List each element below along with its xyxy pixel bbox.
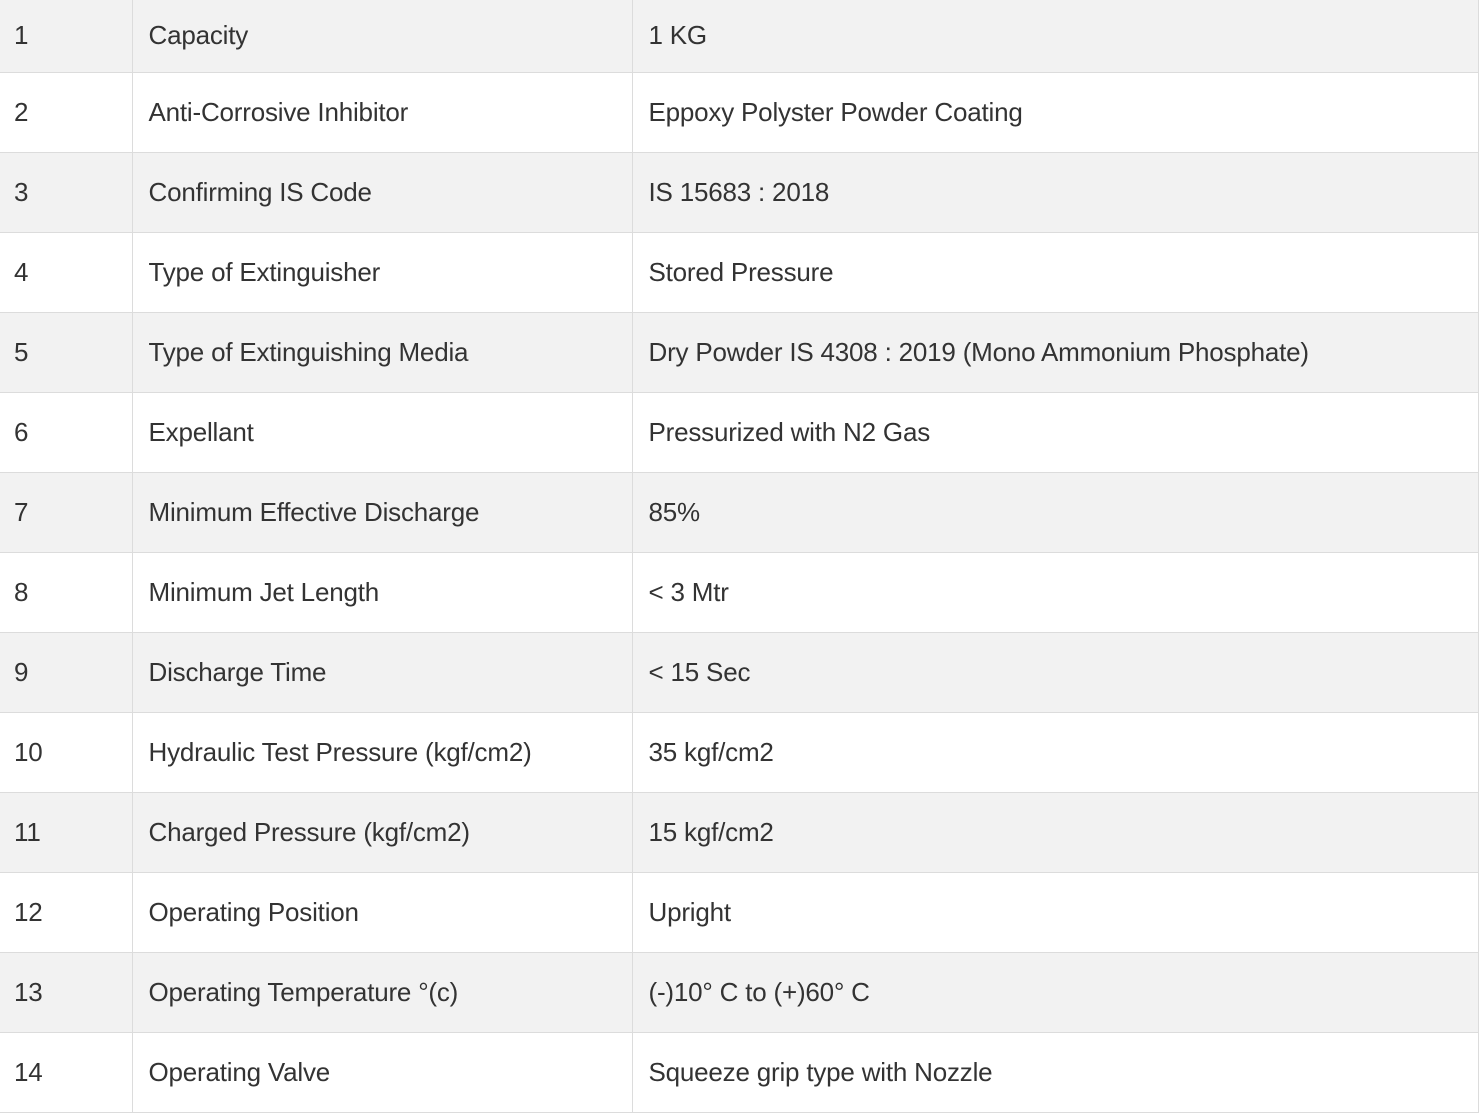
parameter-value: < 15 Sec	[632, 633, 1478, 713]
parameter-label: Anti-Corrosive Inhibitor	[132, 73, 632, 153]
parameter-label: Operating Position	[132, 873, 632, 953]
parameter-label: Operating Temperature °(c)	[132, 953, 632, 1033]
row-number: 5	[0, 313, 132, 393]
row-number: 11	[0, 793, 132, 873]
parameter-value: (-)10° C to (+)60° C	[632, 953, 1478, 1033]
row-number: 13	[0, 953, 132, 1033]
parameter-label: Capacity	[132, 0, 632, 73]
parameter-value: IS 15683 : 2018	[632, 153, 1478, 233]
table-row	[0, 0, 1478, 73]
row-number: 2	[0, 73, 132, 153]
parameter-value: Dry Powder IS 4308 : 2019 (Mono Ammonium Phosphate)	[632, 313, 1478, 393]
parameter-label: Operating Valve	[132, 1033, 632, 1113]
row-number: 12	[0, 873, 132, 953]
parameter-value: Upright	[632, 873, 1478, 953]
row-number: 4	[0, 233, 132, 313]
parameter-label: Charged Pressure (kgf/cm2)	[132, 793, 632, 873]
table-row	[0, 73, 1478, 153]
parameter-label: Hydraulic Test Pressure (kgf/cm2)	[132, 713, 632, 793]
table-row	[0, 233, 1478, 313]
parameter-value: Eppoxy Polyster Powder Coating	[632, 73, 1478, 153]
parameter-label: Confirming IS Code	[132, 153, 632, 233]
row-number: 1	[0, 0, 132, 73]
row-number: 9	[0, 633, 132, 713]
table-row	[0, 313, 1478, 393]
table-row	[0, 713, 1478, 793]
table-row	[0, 953, 1478, 1033]
table-row	[0, 153, 1478, 233]
table-row	[0, 633, 1478, 713]
parameter-value: 1 KG	[632, 0, 1478, 73]
table-row	[0, 393, 1478, 473]
parameter-label: Minimum Jet Length	[132, 553, 632, 633]
parameter-label: Minimum Effective Discharge	[132, 473, 632, 553]
parameter-value: 15 kgf/cm2	[632, 793, 1478, 873]
row-number: 14	[0, 1033, 132, 1113]
parameter-value: 85%	[632, 473, 1478, 553]
row-number: 3	[0, 153, 132, 233]
parameter-value: Pressurized with N2 Gas	[632, 393, 1478, 473]
table-row	[0, 553, 1478, 633]
parameter-value: Squeeze grip type with Nozzle	[632, 1033, 1478, 1113]
table-row	[0, 873, 1478, 953]
parameter-label: Type of Extinguisher	[132, 233, 632, 313]
row-number: 7	[0, 473, 132, 553]
row-number: 10	[0, 713, 132, 793]
table-row	[0, 793, 1478, 873]
parameter-value: < 3 Mtr	[632, 553, 1478, 633]
row-number: 8	[0, 553, 132, 633]
row-number: 6	[0, 393, 132, 473]
parameter-label: Type of Extinguishing Media	[132, 313, 632, 393]
table-row	[0, 1033, 1478, 1113]
table-row	[0, 473, 1478, 553]
parameter-value: 35 kgf/cm2	[632, 713, 1478, 793]
parameter-label: Expellant	[132, 393, 632, 473]
parameter-value: Stored Pressure	[632, 233, 1478, 313]
parameter-label: Discharge Time	[132, 633, 632, 713]
